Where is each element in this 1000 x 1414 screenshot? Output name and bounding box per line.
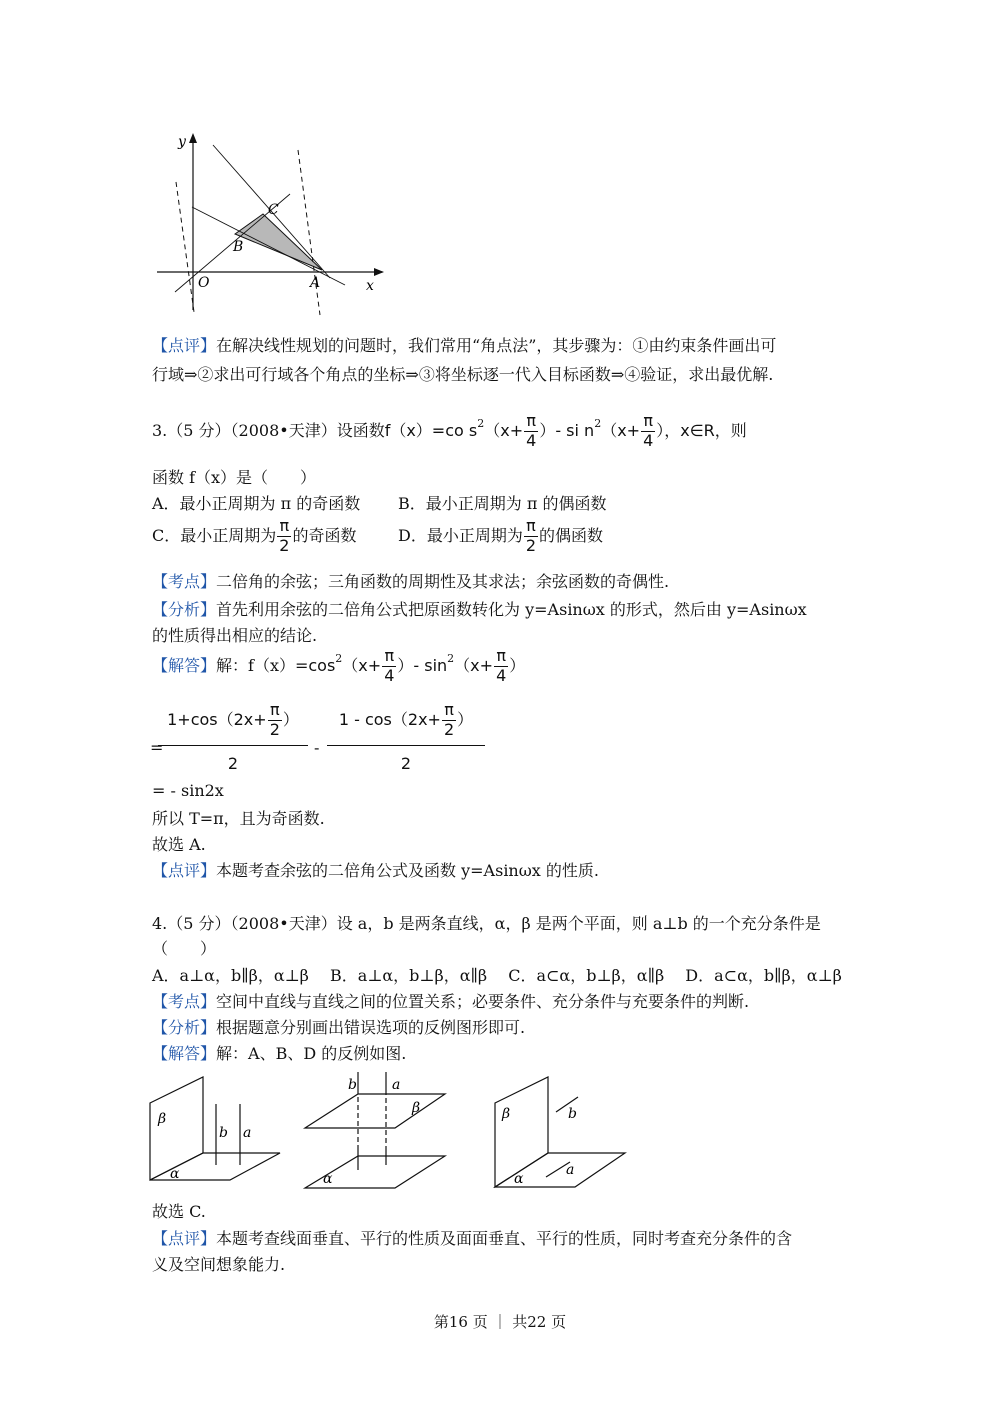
q3-option-b: B．最小正周期为 π 的偶函数 — [398, 494, 607, 513]
fraction-pi-over-2: $\frac{\pi}{2}$ — [279, 516, 290, 555]
svg-text:a: a — [566, 1162, 575, 1178]
svg-text:β: β — [412, 1100, 421, 1116]
q4-options: A．a⊥α，b∥β，α⊥β B．a⊥α，b⊥β，α∥β C．a⊂α，b⊥β，α∥β D．a⊂α，b∥β，α⊥β — [152, 966, 842, 985]
q4-dianping-line1: 【点评】本题考查线面垂直、平行的性质及面面垂直、平行的性质，同时考查充分条件的含 — [152, 1229, 793, 1248]
equals-sign: = — [150, 738, 164, 757]
minus-sign: - — [314, 738, 320, 757]
point-label-c: C — [268, 202, 279, 218]
q3-fenxi-line1: 【分析】首先利用余弦的二倍角公式把原函数转化为 y=Asinωx 的形式，然后由 y=Asinωx — [152, 600, 807, 619]
fraction-one-minus-cos: 1 - cos（2x+ $\frac{\pi}{2}$ ） 2 — [327, 702, 485, 773]
q3-fenxi-line2: 的性质得出相应的结论. — [152, 626, 318, 645]
q3-answer: 故选 A. — [152, 835, 206, 854]
q4-stem-line2: （ ） — [152, 939, 217, 958]
q4-kaodian: 【考点】空间中直线与直线之间的位置关系；必要条件、充分条件与充要条件的判断. — [152, 992, 750, 1011]
q4-answer: 故选 C. — [152, 1202, 206, 1221]
q3-jieda-line1: 【解答】解：$f(x)=\cos^2(x+$ $\frac{\pi}{4}$ ）- $\sin^2(x+$ $\frac{\pi}{4}$ ） — [152, 646, 526, 685]
counterexample-labels — [145, 1068, 465, 1198]
svg-text:β: β — [502, 1106, 511, 1122]
svg-text:α: α — [514, 1171, 524, 1187]
q4-stem-line1: 4.（5 分）（2008•天津）设 a，b 是两条直线，α，β 是两个平面，则 a⊥b 的一个充分条件是 — [152, 914, 821, 933]
fraction-pi-over-4: $\frac{\pi}{4}$ — [526, 411, 537, 450]
q3-stem-line1: 3.（5 分）（2008•天津）设函数f（x）=co $s^2(x+$ $\frac{\pi}{4}$ ）- si $n^2(x+$ $\frac{\pi}{4}$ ），x∈R，则 — [152, 411, 747, 450]
q2-comment-line1: 【点评】在解决线性规划的问题时，我们常用“角点法”，其步骤为：①由约束条件画出可 — [152, 336, 777, 355]
point-label-a: A — [310, 275, 321, 291]
q4-dianping-line2: 义及空间想象能力. — [152, 1255, 286, 1274]
fraction-pi-over-2: $\frac{\pi}{2}$ — [525, 516, 537, 555]
svg-text:a: a — [243, 1125, 252, 1141]
q3-dianping: 【点评】本题考查余弦的二倍角公式及函数 y=Asinωx 的性质. — [152, 861, 599, 880]
page-footer: 第16 页 ｜ 共22 页 — [433, 1313, 567, 1331]
fraction-one-plus-cos: 1+cos（2x+ $\frac{\pi}{2}$ ） 2 — [158, 702, 308, 773]
svg-text:α: α — [323, 1171, 333, 1187]
axis-label-x: x — [366, 278, 374, 294]
q3-option-c: C．最小正周期为 $\frac{\pi}{2}$ 的奇函数 — [152, 516, 357, 555]
q4-fenxi: 【分析】根据题意分别画出错误选项的反例图形即可. — [152, 1018, 526, 1037]
q4-jieda: 【解答】解：A、B、D 的反例如图. — [152, 1044, 407, 1063]
tag-dianping: 【点评】 — [152, 336, 217, 355]
svg-text:b: b — [568, 1106, 577, 1122]
q3-option-d: D．最小正周期为 $\frac{\pi}{2}$ 的偶函数 — [398, 516, 604, 555]
q3-stem-line2: 函数 f（x）是（ ） — [152, 468, 317, 487]
q3-kaodian: 【考点】二倍角的余弦；三角函数的周期性及其求法；余弦函数的奇偶性. — [152, 572, 670, 591]
q3-result: = - sin2x — [152, 781, 224, 800]
q3-option-a: A．最小正周期为 π 的奇函数 — [152, 494, 361, 513]
counterexample-figure-c — [490, 1068, 635, 1198]
point-label-b: B — [233, 239, 244, 255]
svg-text:a: a — [392, 1077, 401, 1093]
q2-comment-line2: 行域⇒②求出可行域各个角点的坐标⇒③将坐标逐一代入目标函数⇒④验证，求出最优解. — [152, 365, 774, 384]
axis-label-y: y — [178, 134, 186, 150]
q3-period: 所以 T=π，且为奇函数. — [152, 809, 325, 828]
svg-text:α: α — [170, 1166, 180, 1182]
svg-text:b: b — [348, 1077, 357, 1093]
svg-text:β: β — [158, 1111, 167, 1127]
fraction-pi-over-4: $\frac{\pi}{4}$ — [643, 411, 654, 450]
svg-text:b: b — [219, 1125, 228, 1141]
feasible-region-graph — [150, 125, 390, 325]
point-label-o: O — [198, 275, 210, 291]
